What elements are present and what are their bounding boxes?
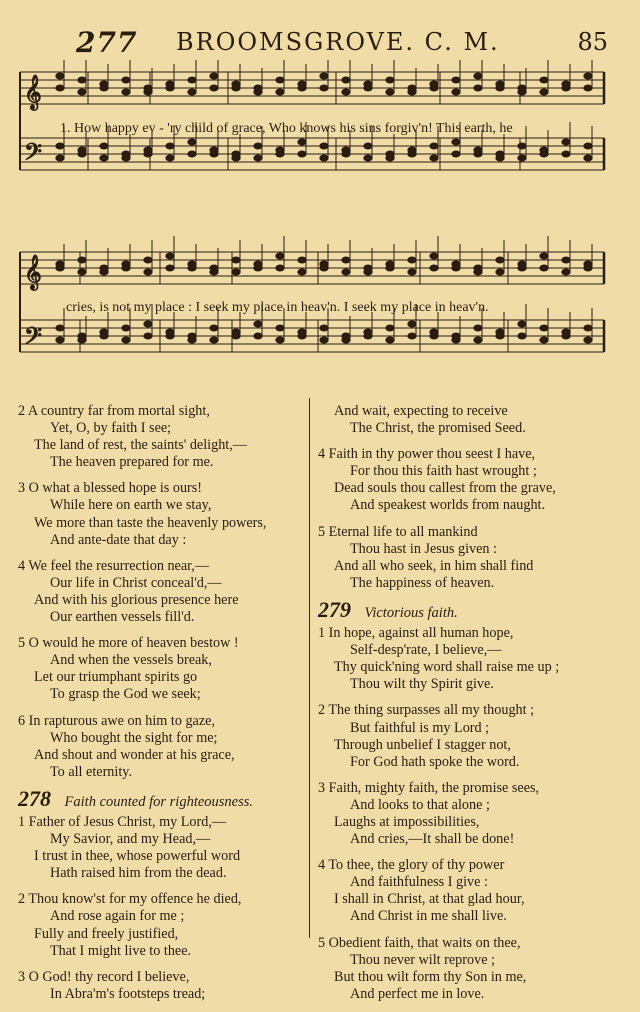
note-head: [144, 257, 152, 263]
verse-line: The happiness of heaven.: [350, 574, 495, 591]
verse-line: 5 Obedient faith, that waits on thee,: [318, 934, 521, 951]
note-head: [342, 269, 350, 275]
note-head: [518, 321, 526, 327]
note-head: [188, 265, 196, 271]
verse-line: Our life in Christ conceal'd,—: [50, 574, 222, 591]
note-head: [496, 333, 504, 339]
note-head: [540, 77, 548, 83]
verse-line: The heaven prepared for me.: [50, 454, 214, 471]
note-head: [188, 77, 196, 83]
note-head: [474, 73, 482, 79]
verse-line: We more than taste the heavenly powers,: [34, 514, 267, 531]
verse-line: 5 O would he more of heaven bestow !: [18, 635, 239, 652]
note-head: [298, 333, 306, 339]
verse-line: For thou this faith hast wrought ;: [350, 463, 537, 480]
note-head: [276, 151, 284, 157]
verse-line: To all eternity.: [50, 763, 132, 780]
note-head: [540, 337, 548, 343]
verse: [18, 969, 308, 1003]
note-head: [584, 73, 592, 79]
verse-line: Let our triumphant spirits go: [34, 669, 198, 686]
verse-line: Yet, O, by faith I see;: [50, 420, 172, 437]
note-head: [452, 77, 460, 83]
verse-line: Fully and freely justified,: [34, 925, 179, 942]
note-head: [232, 155, 240, 161]
note-head: [232, 333, 240, 339]
verse-line: 4 We feel the resurrection near,—: [18, 557, 210, 574]
note-head: [496, 269, 504, 275]
note-head: [496, 257, 504, 263]
clef-icon: 𝄢: [24, 322, 43, 355]
note-head: [342, 77, 350, 83]
note-head: [408, 151, 416, 157]
clef-icon: 𝄞: [24, 255, 42, 290]
verse: [318, 935, 618, 1003]
note-head: [474, 85, 482, 91]
verse: [318, 857, 618, 925]
note-head: [298, 85, 306, 91]
note-head: [210, 73, 218, 79]
note-head: [232, 85, 240, 91]
verse: [318, 446, 618, 514]
note-head: [122, 337, 130, 343]
note-head: [298, 151, 306, 157]
verse-line: And speakest worlds from naught.: [350, 497, 546, 514]
note-head: [518, 265, 526, 271]
verse-line: 6 In rapturous awe on him to gaze,: [18, 712, 215, 729]
note-head: [276, 325, 284, 331]
note-head: [540, 325, 548, 331]
note-head: [210, 151, 218, 157]
note-head: [78, 89, 86, 95]
verse: [18, 635, 308, 703]
note-head: [276, 337, 284, 343]
note-head: [320, 265, 328, 271]
note-head: [298, 139, 306, 145]
note-head: [452, 151, 460, 157]
note-head: [78, 337, 86, 343]
note-head: [430, 155, 438, 161]
note-head: [100, 155, 108, 161]
note-head: [430, 265, 438, 271]
verse-line: Dead souls thou callest from the grave,: [334, 480, 556, 497]
hymn-279-title: Victorious faith.: [364, 604, 458, 621]
note-head: [254, 265, 262, 271]
note-head: [364, 333, 372, 339]
verse: [18, 480, 308, 548]
note-head: [518, 155, 526, 161]
note-head: [540, 151, 548, 157]
note-head: [298, 269, 306, 275]
note-head: [210, 337, 218, 343]
verse-line: 3 O what a blessed hope is ours!: [18, 480, 203, 497]
note-head: [386, 89, 394, 95]
note-head: [430, 143, 438, 149]
note-head: [56, 143, 64, 149]
note-head: [364, 143, 372, 149]
clef-icon: 𝄞: [24, 75, 42, 110]
note-head: [496, 85, 504, 91]
note-head: [430, 85, 438, 91]
note-head: [386, 337, 394, 343]
page-number: 85: [577, 28, 608, 56]
note-head: [232, 269, 240, 275]
verse: [18, 558, 308, 626]
verse-line: And faithfulness I give :: [350, 874, 488, 891]
verse-line: 2 A country far from mortal sight,: [18, 403, 210, 419]
verse-line: For God hath spoke the word.: [350, 753, 520, 770]
note-head: [408, 333, 416, 339]
note-head: [78, 77, 86, 83]
note-head: [276, 89, 284, 95]
verse-line: Thou never wilt reprove ;: [350, 951, 495, 968]
verse-line: While here on earth we stay,: [50, 497, 212, 514]
verse-line: And Christ in me shall live.: [350, 908, 507, 925]
note-head: [298, 257, 306, 263]
note-head: [320, 73, 328, 79]
verse-line: Laughs at impossibilities,: [334, 813, 480, 830]
verse-line: To grasp the God we seek;: [50, 686, 201, 703]
note-head: [210, 325, 218, 331]
note-head: [254, 321, 262, 327]
note-head: [56, 325, 64, 331]
note-head: [122, 325, 130, 331]
note-head: [144, 89, 152, 95]
verse-line: The land of rest, the saints' delight,—: [34, 437, 247, 454]
hymn-278-number: 278: [18, 785, 51, 811]
note-head: [364, 155, 372, 161]
note-head: [254, 155, 262, 161]
note-head: [562, 269, 570, 275]
verse-line: And with his glorious presence here: [34, 591, 239, 608]
note-head: [56, 85, 64, 91]
note-head: [342, 89, 350, 95]
note-head: [584, 337, 592, 343]
note-head: [474, 269, 482, 275]
note-head: [430, 333, 438, 339]
verse-line: Hath raised him from the dead.: [50, 865, 227, 882]
verse-line: And looks to that alone ;: [350, 796, 490, 813]
note-head: [584, 143, 592, 149]
verse-line: But thou wilt form thy Son in me,: [334, 968, 527, 985]
note-head: [320, 143, 328, 149]
verse-line: The Christ, the promised Seed.: [350, 420, 526, 437]
note-head: [518, 89, 526, 95]
note-head: [364, 269, 372, 275]
note-head: [166, 265, 174, 271]
note-head: [474, 337, 482, 343]
hymn-278-heading: [18, 785, 308, 811]
verse-line: And ante-date that day :: [50, 531, 187, 548]
hymn-278-verses-right: [318, 403, 618, 592]
note-head: [474, 325, 482, 331]
note-head: [408, 321, 416, 327]
note-head: [188, 89, 196, 95]
note-head: [562, 333, 570, 339]
note-head: [276, 77, 284, 83]
note-head: [452, 89, 460, 95]
music-score: [0, 60, 640, 390]
verse-line: Thou wilt thy Spirit give.: [350, 676, 494, 693]
hymn-number-header: 277: [76, 26, 138, 59]
note-head: [320, 337, 328, 343]
note-head: [540, 253, 548, 259]
note-head: [100, 85, 108, 91]
note-head: [122, 265, 130, 271]
verse-line: Our earthen vessels fill'd.: [50, 609, 195, 626]
left-column: [18, 403, 308, 1012]
note-head: [540, 89, 548, 95]
verse: [318, 625, 618, 693]
verse-line: And perfect me in love.: [350, 985, 485, 1002]
note-head: [364, 85, 372, 91]
note-head: [562, 85, 570, 91]
verse-line: Thou hast in Jesus given :: [350, 540, 497, 557]
note-head: [210, 269, 218, 275]
verse-line: And when the vessels break,: [50, 652, 212, 669]
verse-line: 1 Father of Jesus Christ, my Lord,—: [18, 813, 227, 830]
verse-line: 4 To thee, the glory of thy power: [318, 857, 505, 874]
note-head: [562, 139, 570, 145]
note-head: [474, 151, 482, 157]
hymn-279-number: 279: [318, 596, 351, 622]
verse: [18, 403, 308, 471]
note-head: [584, 85, 592, 91]
note-head: [144, 151, 152, 157]
verse-line: 3 Faith, mighty faith, the promise sees,: [318, 779, 540, 796]
note-head: [56, 155, 64, 161]
note-head: [496, 155, 504, 161]
verse-line: Self-desp'rate, I believe,—: [350, 642, 502, 659]
verse-line: My Savior, and my Head,—: [50, 831, 211, 848]
note-head: [408, 89, 416, 95]
verse: [18, 891, 308, 959]
hymn-277-verses: [18, 403, 308, 781]
clef-icon: 𝄢: [24, 138, 43, 171]
note-head: [342, 257, 350, 263]
note-head: [166, 253, 174, 259]
hymn-278-title: Faith counted for righteousness.: [64, 793, 254, 810]
verse-line: And rose again for me ;: [50, 908, 185, 925]
note-head: [584, 265, 592, 271]
note-head: [452, 265, 460, 271]
note-head: [100, 269, 108, 275]
note-head: [122, 155, 130, 161]
note-head: [166, 333, 174, 339]
verse-line: And cries,—It shall be done!: [350, 831, 515, 848]
note-head: [518, 333, 526, 339]
verse-line: 1 In hope, against all human hope,: [318, 625, 514, 642]
lyric-line-1: 1. How happy ev - 'ry child of grace, Who knows his sins forgiv'n! This earth, he: [60, 121, 513, 136]
note-head: [188, 337, 196, 343]
note-head: [254, 143, 262, 149]
verse-line: Who bought the sight for me;: [50, 729, 218, 746]
note-head: [386, 265, 394, 271]
column-divider: [309, 398, 310, 938]
note-head: [78, 257, 86, 263]
verse-line: 2 Thou know'st for my offence he died,: [18, 891, 242, 908]
note-head: [188, 139, 196, 145]
note-head: [122, 89, 130, 95]
note-head: [320, 85, 328, 91]
note-head: [56, 337, 64, 343]
verse-line: But faithful is my Lord ;: [350, 719, 490, 736]
note-head: [430, 253, 438, 259]
note-head: [562, 151, 570, 157]
note-head: [584, 155, 592, 161]
verse-line: I trust in thee, whose powerful word: [34, 848, 241, 865]
note-head: [188, 151, 196, 157]
note-head: [276, 253, 284, 259]
note-head: [254, 333, 262, 339]
note-head: [122, 77, 130, 83]
verse-line: In Abra'm's footsteps tread;: [50, 985, 206, 1002]
right-column: [318, 403, 618, 1012]
verse-line: 2 The thing surpasses all my thought ;: [318, 702, 535, 719]
verse-line: 3 O God! thy record I believe,: [18, 968, 190, 985]
verse: [318, 702, 618, 770]
verse-line: And all who seek, in him shall find: [334, 557, 534, 574]
verse: [318, 403, 618, 437]
note-head: [386, 77, 394, 83]
verse-line: Thy quick'ning word shall raise me up ;: [334, 659, 560, 676]
note-head: [408, 257, 416, 263]
note-head: [276, 265, 284, 271]
note-head: [254, 89, 262, 95]
verse-line: And shout and wonder at his grace,: [34, 746, 235, 763]
tune-title: BROOMSGROVE. C. M.: [176, 28, 500, 56]
note-head: [452, 139, 460, 145]
note-head: [56, 265, 64, 271]
note-head: [100, 143, 108, 149]
verse-line: And wait, expecting to receive: [334, 403, 508, 419]
verse-line: 5 Eternal life to all mankind: [318, 523, 478, 540]
note-head: [166, 143, 174, 149]
hymn-278-verses-left: [18, 814, 308, 1003]
note-head: [144, 333, 152, 339]
note-head: [408, 269, 416, 275]
verse: [18, 814, 308, 882]
note-head: [210, 85, 218, 91]
note-head: [386, 325, 394, 331]
note-head: [540, 265, 548, 271]
note-head: [320, 155, 328, 161]
lyric-line-2: cries, is not my place : I seek my place in heav'n. I seek my place in heav'n.: [66, 300, 489, 315]
note-head: [452, 337, 460, 343]
note-head: [100, 333, 108, 339]
note-head: [144, 269, 152, 275]
note-head: [584, 325, 592, 331]
note-head: [78, 151, 86, 157]
note-head: [562, 257, 570, 263]
note-head: [232, 257, 240, 263]
note-head: [166, 155, 174, 161]
verse: [318, 524, 618, 592]
verse-line: I shall in Christ, at that glad hour,: [334, 891, 525, 908]
verse-line: That I might live to thee.: [50, 942, 192, 959]
note-head: [518, 143, 526, 149]
hymn-279-heading: [318, 596, 618, 622]
verse: [318, 780, 618, 848]
verse-line: 4 Faith in thy power thou seest I have,: [318, 446, 536, 463]
note-head: [56, 73, 64, 79]
note-head: [386, 155, 394, 161]
hymn-279-verses: [318, 625, 618, 1003]
note-head: [342, 337, 350, 343]
verse-line: Through unbelief I stagger not,: [334, 736, 511, 753]
note-head: [144, 321, 152, 327]
note-head: [166, 85, 174, 91]
note-head: [320, 325, 328, 331]
note-head: [78, 269, 86, 275]
verse: [18, 713, 308, 781]
note-head: [342, 151, 350, 157]
